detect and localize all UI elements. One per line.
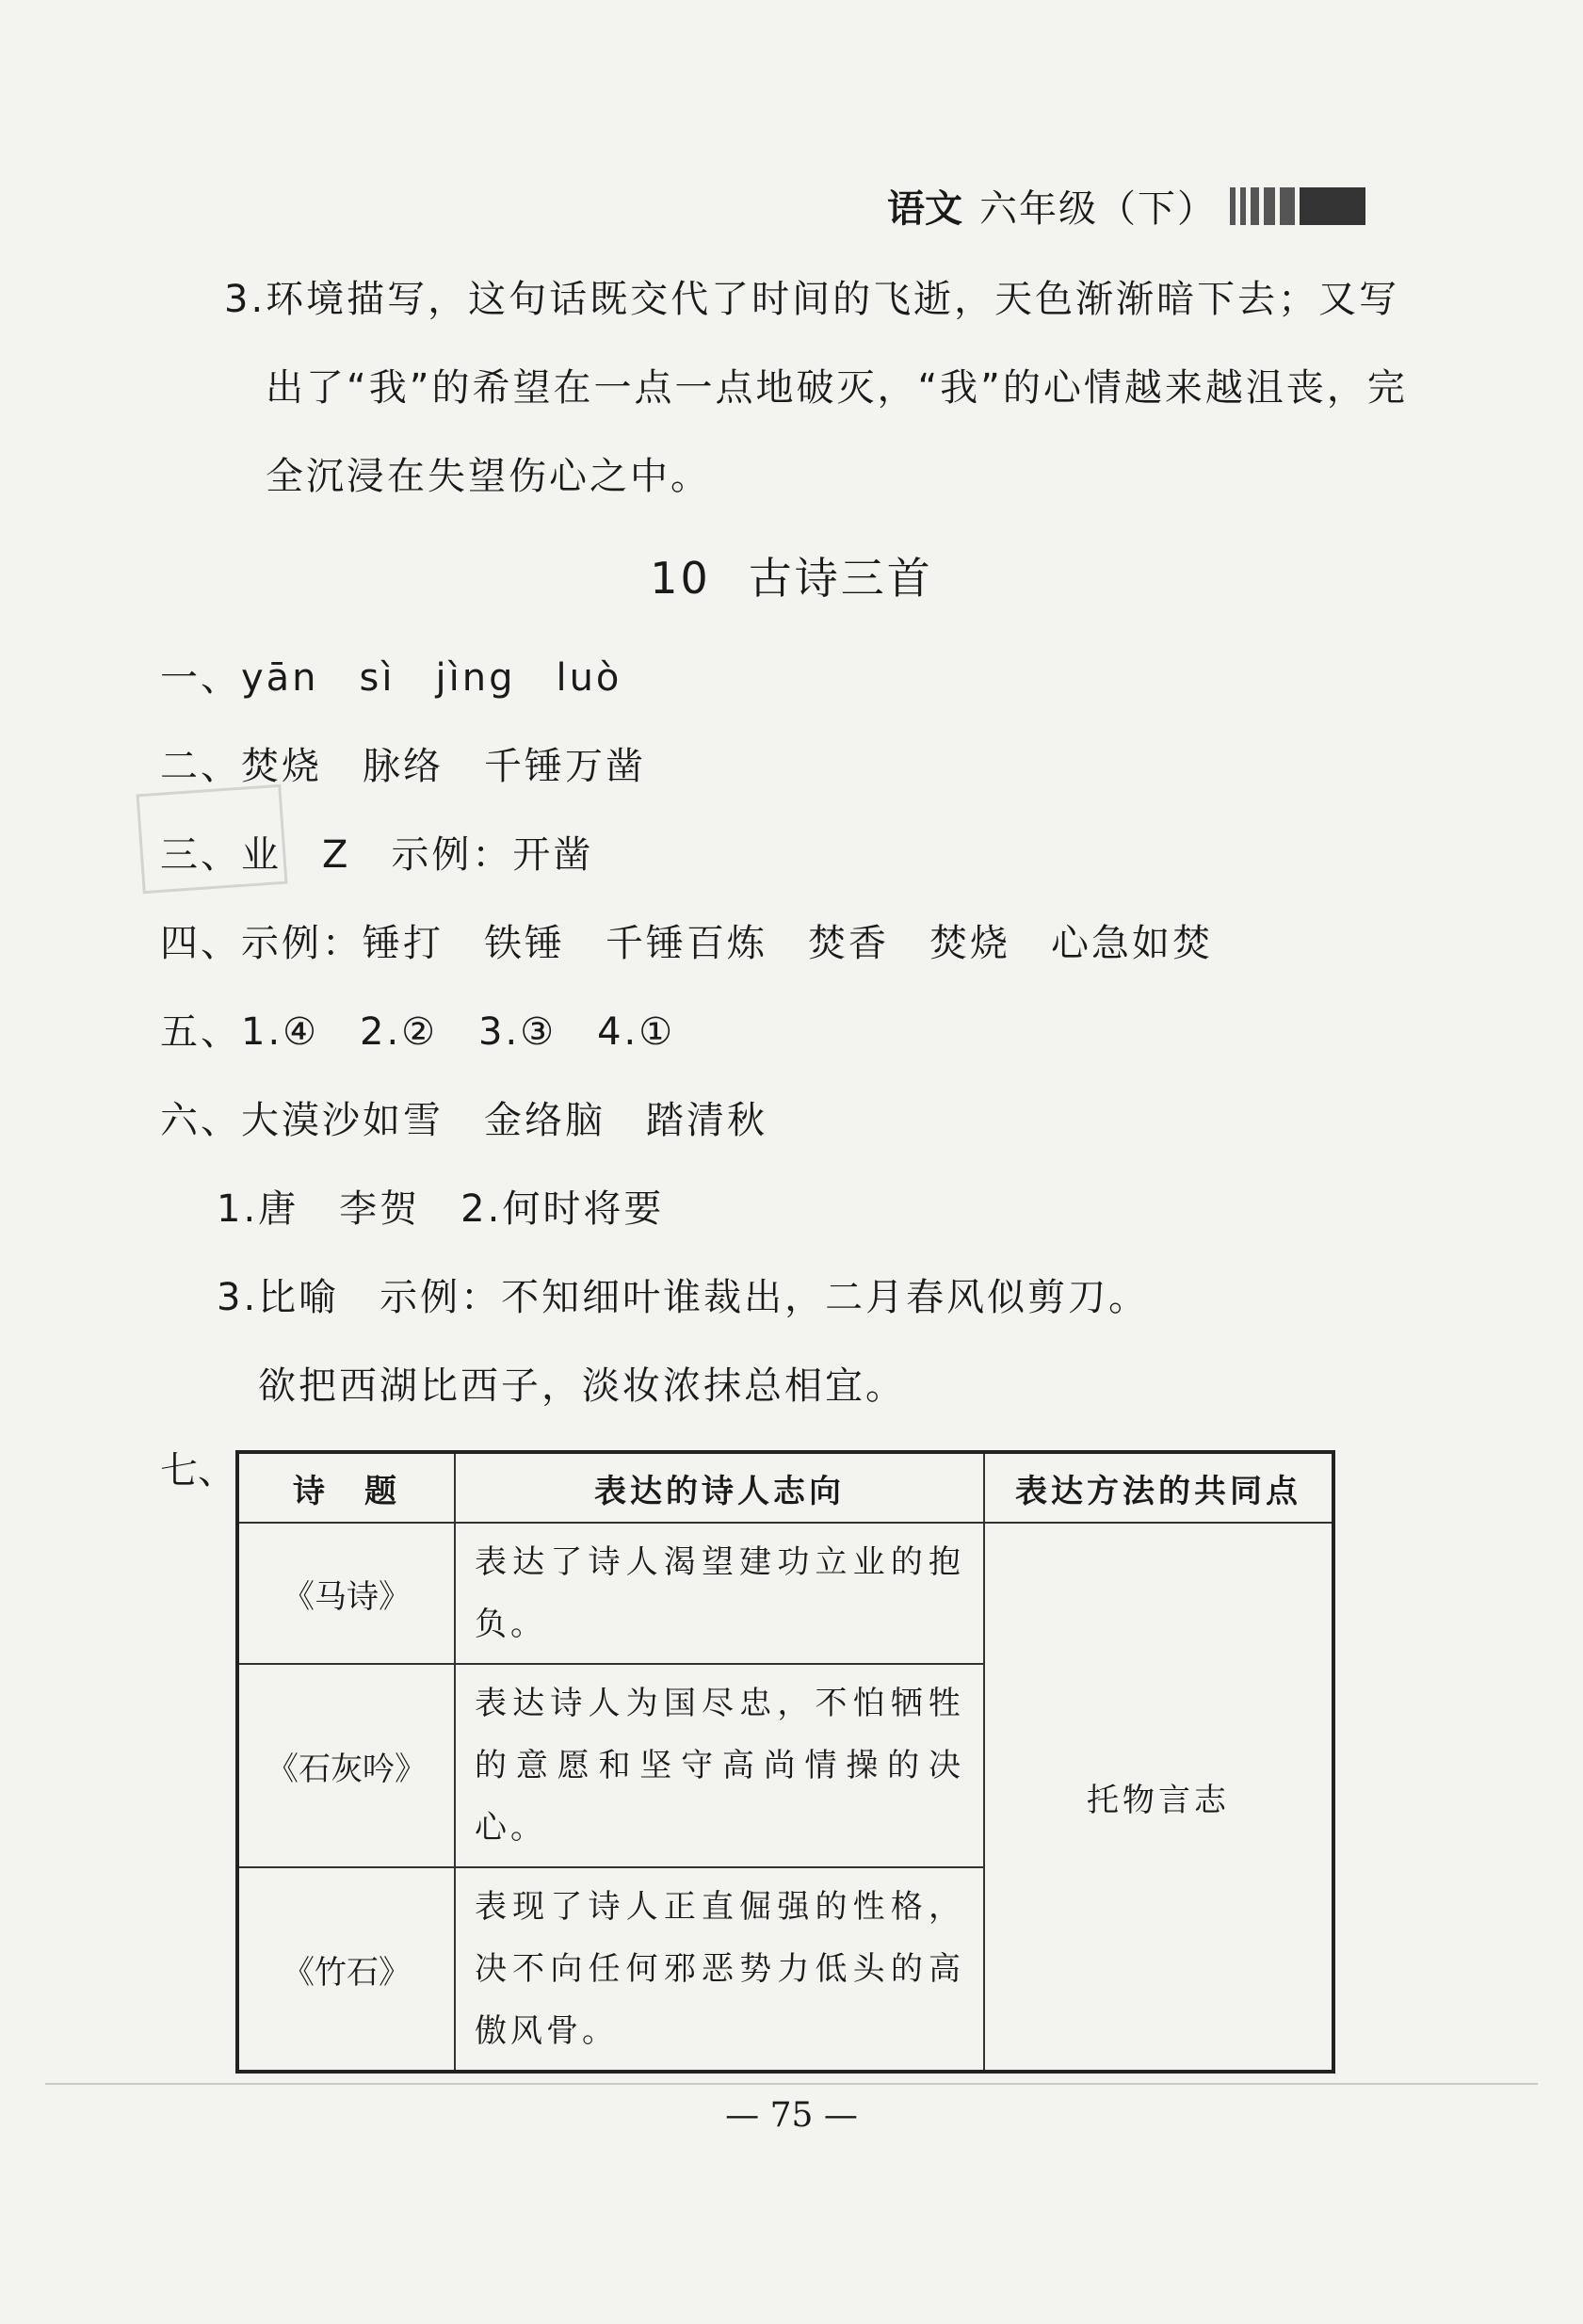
answer-q2: 二、焚烧 脉络 千锤万凿 bbox=[160, 745, 646, 788]
footer-divider bbox=[45, 2083, 1538, 2085]
answer-q6: 六、大漠沙如雪 金络脑 踏清秋 bbox=[160, 1099, 767, 1142]
aspiration-cell: 表现了诗人正直倔强的性格，决不向任何邪恶势力低头的高傲风骨。 bbox=[455, 1867, 984, 2072]
aspiration-cell: 表达诗人为国尽忠，不怕牺牲的意愿和坚守高尚情操的决心。 bbox=[455, 1664, 984, 1867]
aspiration-cell: 表达了诗人渴望建功立业的抱负。 bbox=[455, 1523, 984, 1664]
poem-title-cell: 《马诗》 bbox=[237, 1523, 455, 1664]
poem-table bbox=[235, 1450, 1335, 2074]
answer-q1: 一、yān sì jìng luò bbox=[160, 656, 622, 700]
header-common-method: 表达方法的共同点 bbox=[984, 1452, 1333, 1523]
answer-q6-1: 1.唐 李贺 2.何时将要 bbox=[217, 1187, 665, 1231]
answer-q6-3-continued: 欲把西湖比西子，淡妆浓抹总相宜。 bbox=[258, 1364, 906, 1408]
answer-q5: 五、1.④ 2.② 3.③ 4.① bbox=[160, 1010, 676, 1054]
header-aspiration: 表达的诗人志向 bbox=[455, 1452, 984, 1523]
prev-answer-line-1: 3.环境描写，这句话既交代了时间的飞逝，天色渐渐暗下去；又写 bbox=[224, 278, 1400, 321]
prev-answer-line-2: 出了“我”的希望在一点一点地破灭，“我”的心情越来越沮丧，完 bbox=[266, 366, 1408, 410]
answer-q6-3: 3.比喻 示例：不知细叶谁裁出，二月春风似剪刀。 bbox=[217, 1276, 1150, 1319]
common-method-cell: 托物言志 bbox=[984, 1523, 1333, 2072]
prev-answer-line-3: 全沉浸在失望伤心之中。 bbox=[266, 455, 711, 498]
header-poem-title: 诗 题 bbox=[237, 1452, 455, 1523]
answer-q3: 三、业 Z 示例：开凿 bbox=[160, 833, 594, 877]
lesson-title bbox=[0, 544, 1583, 606]
page-header bbox=[887, 179, 1370, 233]
answer-q7-label: 七、 bbox=[160, 1449, 235, 1493]
table-row bbox=[237, 1523, 1333, 1664]
subject-label: 语文 bbox=[887, 187, 962, 231]
poem-title-cell: 《石灰吟》 bbox=[237, 1664, 455, 1867]
table-header-row bbox=[237, 1452, 1333, 1523]
grade-label: 六年级（下） bbox=[979, 187, 1217, 231]
poem-title-cell: 《竹石》 bbox=[237, 1867, 455, 2072]
header-decoration-bars bbox=[1230, 187, 1370, 225]
lesson-name: 古诗三首 bbox=[748, 553, 933, 604]
answer-q4: 四、示例：锤打 铁锤 千锤百炼 焚香 焚烧 心急如焚 bbox=[160, 922, 1213, 965]
lesson-number: 10 bbox=[650, 553, 711, 604]
page-number: — 75 — bbox=[725, 2096, 858, 2135]
